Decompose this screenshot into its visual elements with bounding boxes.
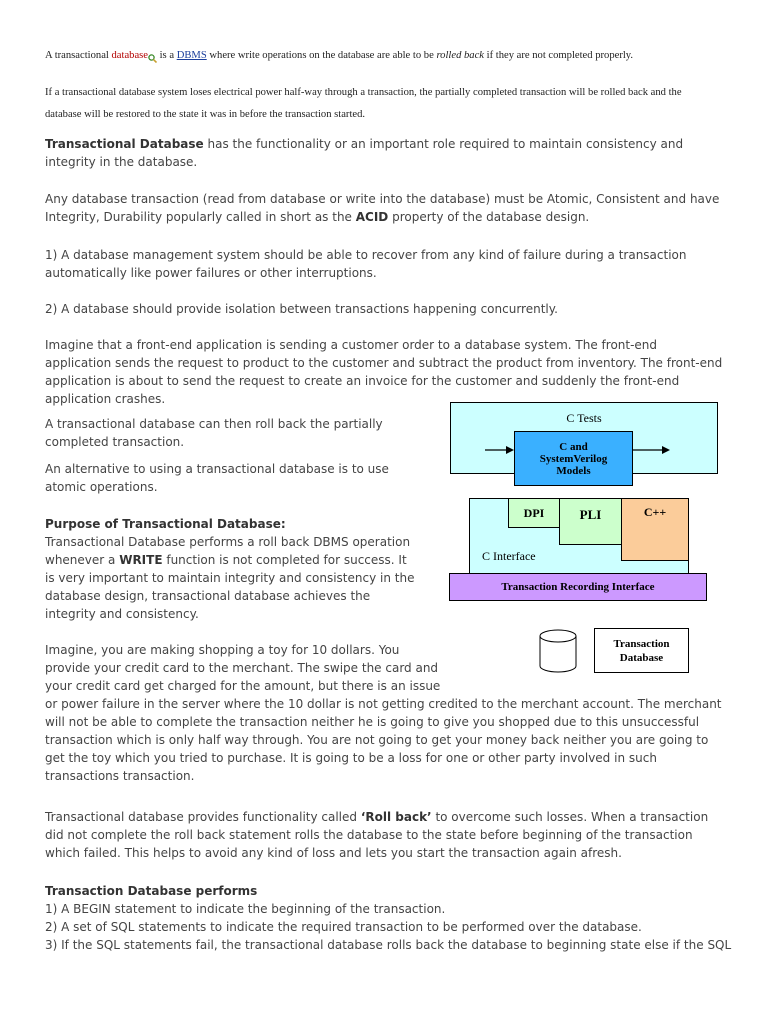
paragraph-rollback: A transactional database can then roll back the partially completed transaction. (45, 417, 383, 449)
transaction-recording-interface: Transaction Recording Interface (449, 573, 707, 601)
dpi-box: DPI (508, 498, 560, 528)
architecture-diagram (440, 400, 725, 675)
paragraph-acid: Any database transaction (read from database or write into the database) must be Atomic, Consistent and have Integrity, Durability popularly called in short as the ACID property of the database design. (45, 192, 720, 224)
list-item: 2) A set of SQL statements to indicate the required transaction to be performed over the database. (45, 920, 642, 934)
list-item: 3) If the SQL statements fail, the transactional database rolls back the database to beginning state else if the SQL (45, 938, 732, 952)
paragraph-transactional-db: Transactional Database has the functionality or an important role required to maintain consistency and integrity in the database. (45, 137, 684, 169)
text: A transactional (45, 50, 112, 61)
list-item: 1) A BEGIN statement to indicate the beginning of the transaction. (45, 902, 446, 916)
paragraph-purpose: Transactional Database performs a roll back DBMS operation whenever a WRITE function is not completed for success. It is very important to maintain integrity and consistency in the database design, transactional database achieves the integrity and consistency. (45, 535, 415, 621)
c-interface-box: C Interface (469, 498, 689, 574)
transaction-database-box: Transaction Database (594, 628, 689, 673)
paragraph-shopping-start: Imagine, you are making shopping a toy for 10 dollars. You provide your credit card to the merchant. The swipe the card and your credit card get charged for the amount, but there is an issue (45, 643, 441, 693)
paragraph-isolation: 2) A database should provide isolation between transactions happening concurrently. (45, 302, 558, 316)
pli-box: PLI (559, 498, 622, 545)
models-box: C and SystemVerilog Models (514, 431, 633, 486)
dbms-link[interactable]: DBMS (176, 50, 207, 61)
magnifier-icon (148, 51, 157, 60)
paragraph-frontend: Imagine that a front-end application is sending a customer order to a database system. The front-end application sends the request to product to the customer and subtract the product from inventory. The front-end application is about to send the request to create an invoice for the customer and suddenly the front-end application crashes. (45, 338, 723, 406)
c-tests-box: C Tests (450, 402, 718, 474)
performs-heading: Transaction Database performs (45, 884, 258, 898)
performs-list (45, 900, 732, 954)
cpp-box: C++ (621, 498, 689, 561)
paragraph-shopping-rest: or power failure in the server where the 10 dollar is not getting credited to the merchant account. The merchant will not be able to complete the transaction neither he is going to give you shopped due to this unsuccessful transaction which is only half way through. You are not going to get your money back neither you are going to get the toy which you tried to purchase. It is going to be a loss for one or other party involved in such transactions transaction. (45, 697, 722, 783)
paragraph-recover: 1) A database management system should be able to recover from any kind of failure during a transaction automatically like power failures or other interruptions. (45, 248, 687, 280)
database-link[interactable]: database (111, 50, 148, 61)
paragraph-atomic: An alternative to using a transactional database is to use atomic operations. (45, 462, 389, 494)
purpose-heading: Purpose of Transactional Database: (45, 517, 286, 531)
database-cylinder-icon (538, 628, 578, 674)
intro-paragraph-2: If a transactional database system loses electrical power half-way through a transaction, the partially completed transaction will be rolled back and the database will be restored to the state it was in before the transaction started. (45, 87, 682, 120)
paragraph-rollback-func: Transactional database provides functionality called ‘Roll back’ to overcome such losses. When a transaction did not complete the roll back statement rolls the database to the state before beginning of the transaction which failed. This helps to avoid any kind of loss and lets you start the transaction again afresh. (45, 810, 709, 860)
intro-paragraph-1: A transactional database is a DBMS where write operations on the database are able to be rolled back if they are not completed properly. (45, 50, 634, 61)
